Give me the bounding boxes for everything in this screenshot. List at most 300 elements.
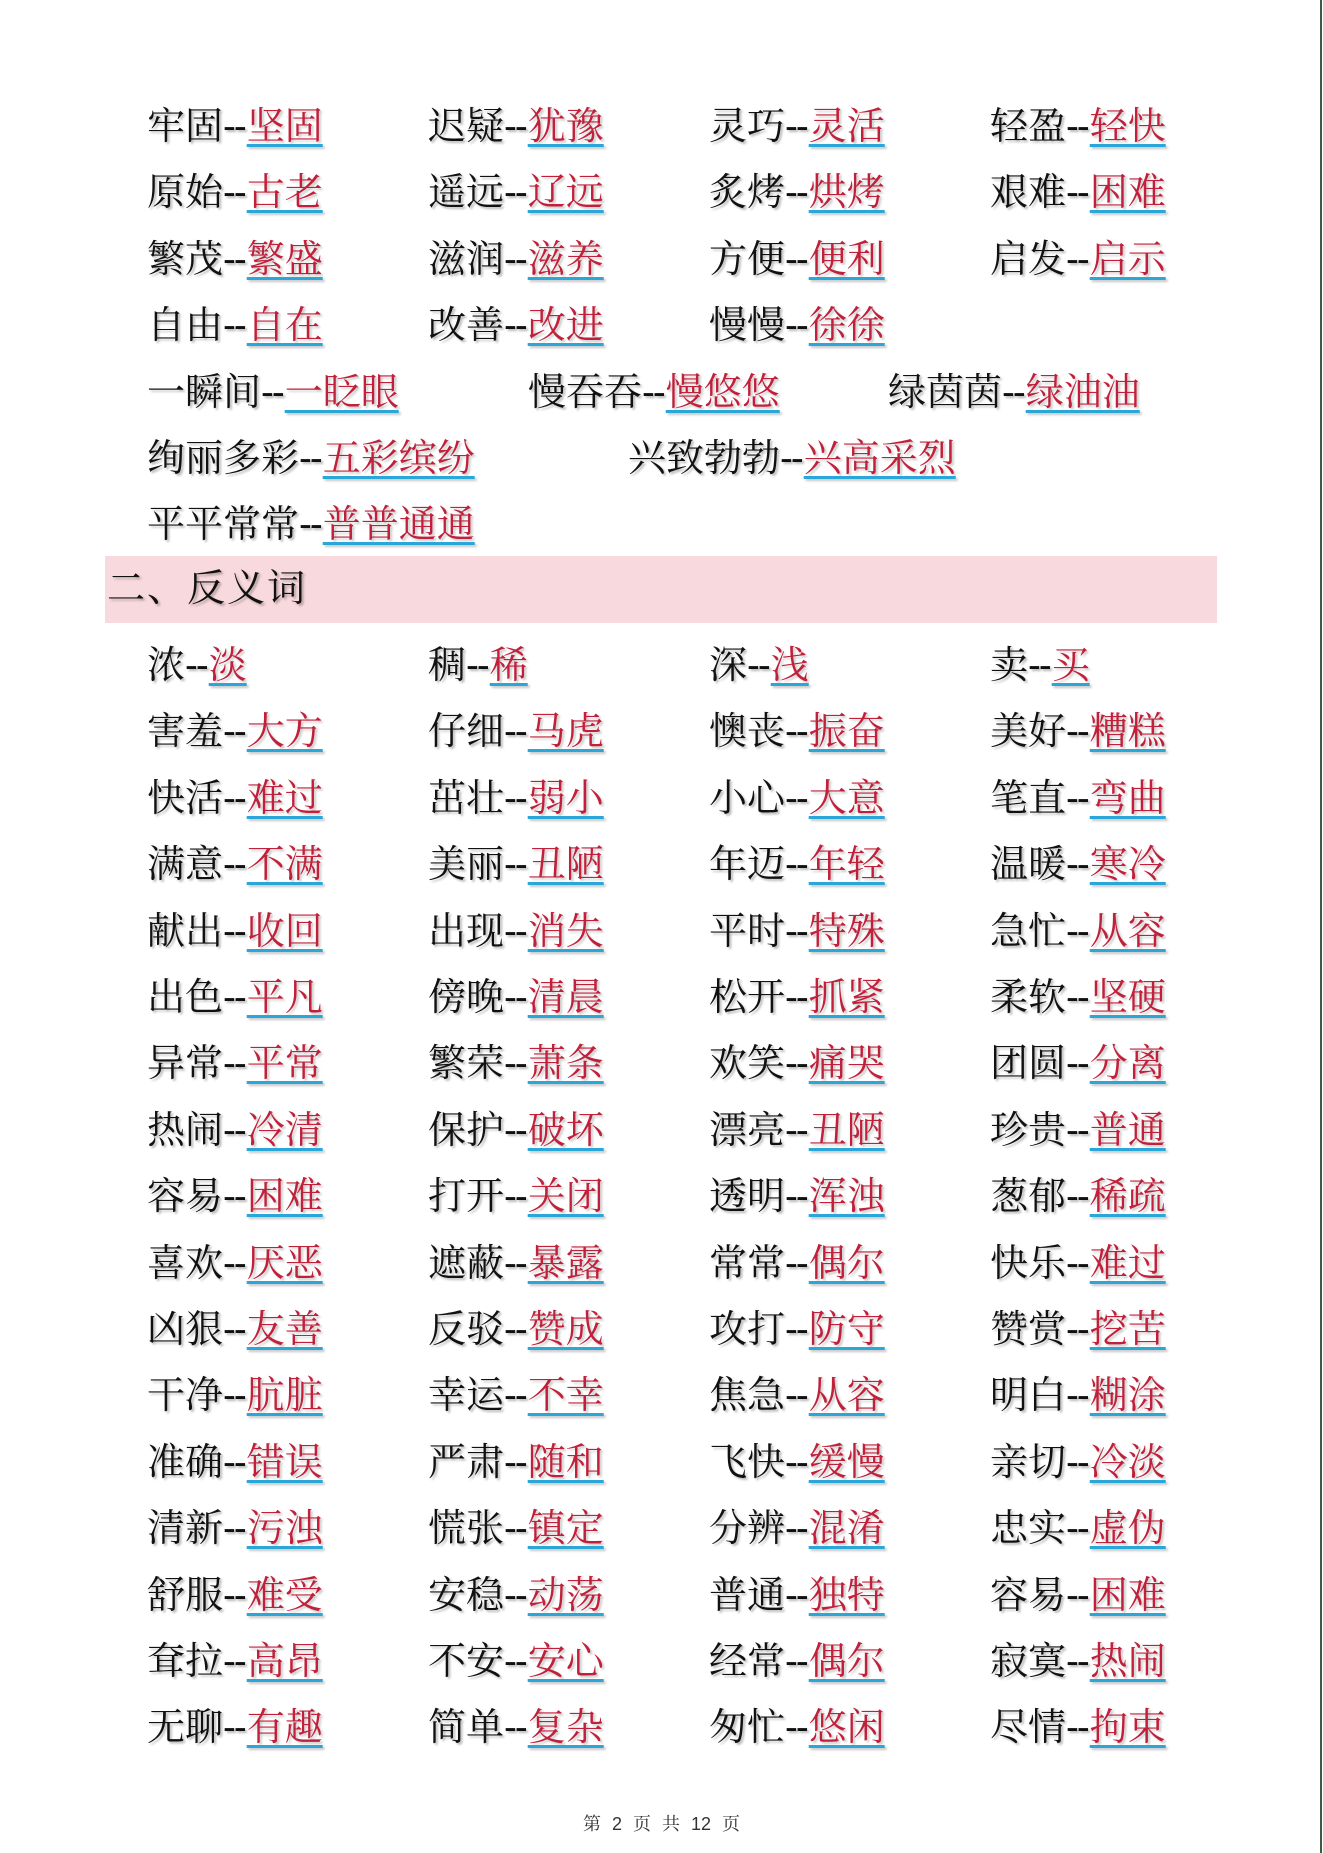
answer-word: 安心 (527, 1639, 604, 1683)
answer-word: 有趣 (246, 1705, 323, 1750)
word-pair (709, 1705, 885, 1749)
word-pair (428, 1506, 604, 1550)
word: 无聊 (147, 1705, 224, 1750)
answer-word: 赞成 (527, 1307, 604, 1351)
separator: -- (785, 104, 807, 148)
word-pair (147, 1705, 323, 1749)
separator: -- (223, 236, 245, 281)
word-pair (990, 237, 1166, 281)
word-pair (990, 1573, 1166, 1617)
word: 凶狠 (147, 1307, 224, 1351)
word: 常常 (709, 1240, 786, 1285)
word-pair (428, 1108, 604, 1152)
word: 急忙 (990, 908, 1067, 953)
word-pair (147, 237, 323, 281)
word: 普通 (709, 1572, 786, 1617)
pair-row (0, 1241, 1323, 1289)
answer-word: 慢悠悠 (665, 369, 780, 414)
word-pair (147, 1241, 323, 1285)
separator: -- (504, 1506, 526, 1551)
answer-word: 破坏 (527, 1107, 604, 1152)
word-pair (147, 1506, 323, 1550)
word: 舒服 (147, 1572, 224, 1617)
word: 炙烤 (709, 170, 786, 215)
answer-word: 弱小 (527, 775, 604, 820)
word: 分辨 (709, 1506, 786, 1551)
word-pair (428, 776, 604, 820)
answer-word: 自在 (246, 303, 323, 348)
separator: -- (504, 104, 526, 148)
separator: -- (504, 236, 526, 281)
answer-word: 虚伪 (1089, 1506, 1166, 1551)
answer-word: 徐徐 (808, 303, 885, 348)
word-pair (709, 709, 885, 753)
word-pair (147, 1373, 323, 1417)
word: 异常 (147, 1041, 224, 1086)
separator: -- (299, 502, 321, 547)
answer-word: 偶尔 (808, 1639, 885, 1683)
answer-word: 不满 (246, 842, 323, 887)
separator: -- (785, 1107, 807, 1152)
separator: -- (785, 709, 807, 754)
answer-word: 难过 (246, 775, 323, 820)
word-pair (147, 1041, 323, 1085)
answer-word: 烘烤 (808, 170, 885, 215)
answer-word: 淡 (208, 643, 247, 687)
separator: -- (504, 908, 526, 953)
word-pair (709, 1174, 885, 1218)
word-pair (147, 303, 323, 347)
answer-word: 丑陋 (808, 1107, 885, 1152)
separator: -- (223, 1572, 245, 1617)
word-pair (990, 170, 1166, 214)
word: 柔软 (990, 975, 1067, 1019)
separator: -- (299, 436, 321, 480)
separator: -- (785, 1705, 807, 1750)
answer-word: 启示 (1089, 236, 1166, 281)
word: 一瞬间 (147, 369, 262, 414)
word: 热闹 (147, 1107, 224, 1152)
separator: -- (504, 975, 526, 1019)
word: 害羞 (147, 709, 224, 754)
word: 忠实 (990, 1506, 1067, 1551)
word-pair (147, 1307, 323, 1351)
separator: -- (1066, 1705, 1088, 1750)
separator: -- (785, 1506, 807, 1551)
separator: -- (785, 775, 807, 820)
answer-word: 轻快 (1089, 104, 1166, 148)
pair-row (0, 1573, 1323, 1621)
section-heading-antonyms: 二、反义词 (107, 566, 308, 610)
separator: -- (785, 1439, 807, 1484)
answer-word: 改进 (527, 303, 604, 348)
word: 懊丧 (709, 709, 786, 754)
word: 遥远 (428, 170, 505, 215)
word: 松开 (709, 975, 786, 1019)
answer-word: 犹豫 (527, 104, 604, 148)
answer-word: 萧条 (527, 1041, 604, 1086)
word: 匆忙 (709, 1705, 786, 1750)
word: 反驳 (428, 1307, 505, 1351)
word-pair (709, 1440, 885, 1484)
word: 浓 (147, 643, 186, 687)
word-pair (990, 1373, 1166, 1417)
separator: -- (1066, 975, 1088, 1019)
answer-word: 一眨眼 (284, 369, 399, 414)
pair-row (0, 1041, 1323, 1089)
word-pair (709, 909, 885, 953)
word: 艰难 (990, 170, 1067, 215)
word-pair (888, 370, 1140, 414)
pair-row (0, 303, 1323, 351)
word-pair (709, 842, 885, 886)
word: 打开 (428, 1174, 505, 1219)
word-pair (990, 709, 1166, 753)
word-pair (709, 1108, 885, 1152)
word-pair (428, 1041, 604, 1085)
word: 轻盈 (990, 104, 1067, 148)
separator: -- (223, 709, 245, 754)
word: 幸运 (428, 1373, 505, 1418)
word-pair (428, 1440, 604, 1484)
separator: -- (504, 1307, 526, 1351)
word-pair (990, 1705, 1166, 1749)
word-pair (990, 842, 1166, 886)
separator: -- (1066, 1174, 1088, 1219)
word-pair (990, 975, 1166, 1019)
word: 焦急 (709, 1373, 786, 1418)
answer-word: 暴露 (527, 1240, 604, 1285)
answer-word: 镇定 (527, 1506, 604, 1551)
separator: -- (1002, 369, 1024, 414)
word-pair (428, 1705, 604, 1749)
answer-word: 友善 (246, 1307, 323, 1351)
separator: -- (504, 709, 526, 754)
word-pair (990, 776, 1166, 820)
answer-word: 稀疏 (1089, 1174, 1166, 1219)
word: 快活 (147, 775, 224, 820)
pair-row (0, 776, 1323, 824)
word: 快乐 (990, 1240, 1067, 1285)
word: 小心 (709, 775, 786, 820)
word: 不安 (428, 1639, 505, 1683)
separator: -- (1066, 1307, 1088, 1351)
answer-word: 难过 (1089, 1240, 1166, 1285)
word-pair (428, 1307, 604, 1351)
word: 严肃 (428, 1439, 505, 1484)
answer-word: 繁盛 (246, 236, 323, 281)
word: 出现 (428, 908, 505, 953)
pair-row (0, 436, 1323, 484)
word: 赞赏 (990, 1307, 1067, 1351)
word-pair (147, 1573, 323, 1617)
word-pair (428, 104, 604, 148)
page-footer: 第 2 页 共 12 页 (582, 1814, 741, 1834)
word: 尽情 (990, 1705, 1067, 1750)
answer-word: 从容 (808, 1373, 885, 1418)
word: 明白 (990, 1373, 1067, 1418)
answer-word: 动荡 (527, 1572, 604, 1617)
word-pair (147, 909, 323, 953)
answer-word: 五彩缤纷 (322, 436, 475, 480)
answer-word: 污浊 (246, 1506, 323, 1551)
separator: -- (785, 1240, 807, 1285)
separator: -- (223, 1639, 245, 1683)
answer-word: 高昂 (246, 1639, 323, 1683)
separator: -- (785, 1373, 807, 1418)
pair-row (0, 909, 1323, 957)
separator: -- (223, 1041, 245, 1086)
answer-word: 悠闲 (808, 1705, 885, 1750)
word: 干净 (147, 1373, 224, 1418)
answer-word: 普通 (1089, 1107, 1166, 1152)
word: 傍晚 (428, 975, 505, 1019)
word: 方便 (709, 236, 786, 281)
separator: -- (504, 1174, 526, 1219)
answer-word: 困难 (1089, 1572, 1166, 1617)
separator: -- (785, 1041, 807, 1086)
word-pair (428, 842, 604, 886)
separator: -- (223, 1307, 245, 1351)
separator: -- (504, 1639, 526, 1683)
separator: -- (223, 908, 245, 953)
separator: -- (1066, 1107, 1088, 1152)
separator: -- (785, 170, 807, 215)
separator: -- (504, 1107, 526, 1152)
word-pair (147, 436, 475, 480)
answer-word: 肮脏 (246, 1373, 323, 1418)
answer-word: 关闭 (527, 1174, 604, 1219)
word-pair (428, 170, 604, 214)
word: 珍贵 (990, 1107, 1067, 1152)
answer-word: 冷清 (246, 1107, 323, 1152)
word-pair (990, 1041, 1166, 1085)
word: 原始 (147, 170, 224, 215)
word: 容易 (990, 1572, 1067, 1617)
separator: -- (466, 643, 488, 687)
word: 葱郁 (990, 1174, 1067, 1219)
word: 迟疑 (428, 104, 505, 148)
answer-word: 寒冷 (1089, 842, 1166, 887)
word: 稠 (428, 643, 467, 687)
word: 年迈 (709, 842, 786, 887)
answer-word: 滋养 (527, 236, 604, 281)
answer-word: 错误 (246, 1439, 323, 1484)
separator: -- (1066, 775, 1088, 820)
separator: -- (223, 170, 245, 215)
pair-row (0, 502, 1323, 550)
answer-word: 防守 (808, 1307, 885, 1351)
word-pair (709, 975, 885, 1019)
answer-word: 丑陋 (527, 842, 604, 887)
separator: -- (261, 369, 283, 414)
word-pair (990, 1307, 1166, 1351)
word: 漂亮 (709, 1107, 786, 1152)
separator: -- (223, 775, 245, 820)
answer-word: 绿油油 (1025, 369, 1140, 414)
answer-word: 分离 (1089, 1041, 1166, 1086)
word-pair (147, 842, 323, 886)
word-pair (147, 1639, 323, 1683)
word-pair (428, 1573, 604, 1617)
word-pair (147, 502, 475, 546)
word-pair (709, 1506, 885, 1550)
word-pair (990, 1174, 1166, 1218)
word: 卖 (990, 643, 1029, 687)
word-pair (147, 1174, 323, 1218)
answer-word: 稀 (489, 643, 528, 687)
answer-word: 年轻 (808, 842, 885, 887)
pair-row (0, 975, 1323, 1023)
pair-row (0, 1307, 1323, 1355)
separator: -- (1028, 643, 1050, 687)
answer-word: 平常 (246, 1041, 323, 1086)
separator: -- (504, 1572, 526, 1617)
separator: -- (785, 236, 807, 281)
answer-word: 特殊 (808, 908, 885, 953)
word: 滋润 (428, 236, 505, 281)
answer-word: 坚硬 (1089, 975, 1166, 1019)
pair-row (0, 1506, 1323, 1554)
word-pair (709, 776, 885, 820)
separator: -- (1066, 1639, 1088, 1683)
word: 绚丽多彩 (147, 436, 300, 480)
word-pair (147, 1108, 323, 1152)
answer-word: 辽远 (527, 170, 604, 215)
word-pair (147, 643, 247, 687)
word-pair (428, 1373, 604, 1417)
word-pair (428, 303, 604, 347)
separator: -- (223, 1174, 245, 1219)
word: 笔直 (990, 775, 1067, 820)
separator: -- (223, 104, 245, 148)
word-pair (428, 909, 604, 953)
separator: -- (1066, 236, 1088, 281)
word-pair (990, 1506, 1166, 1550)
word-pair (147, 709, 323, 753)
answer-word: 拘束 (1089, 1705, 1166, 1750)
word-pair (147, 776, 323, 820)
word: 慌张 (428, 1506, 505, 1551)
separator: -- (785, 1572, 807, 1617)
answer-word: 随和 (527, 1439, 604, 1484)
word-pair (990, 643, 1090, 687)
word: 仔细 (428, 709, 505, 754)
word-pair (147, 104, 323, 148)
word-pair (709, 170, 885, 214)
word: 出色 (147, 975, 224, 1019)
answer-word: 平凡 (246, 975, 323, 1019)
word: 飞快 (709, 1439, 786, 1484)
separator: -- (223, 1439, 245, 1484)
pair-row (0, 1174, 1323, 1222)
separator: -- (785, 975, 807, 1019)
separator: -- (785, 842, 807, 887)
word: 满意 (147, 842, 224, 887)
word: 兴致勃勃 (628, 436, 781, 480)
separator: -- (504, 303, 526, 348)
word-pair (709, 237, 885, 281)
pair-row (0, 237, 1323, 285)
word: 耷拉 (147, 1639, 224, 1683)
separator: -- (223, 842, 245, 887)
separator: -- (223, 1240, 245, 1285)
word: 亲切 (990, 1439, 1067, 1484)
word: 喜欢 (147, 1240, 224, 1285)
separator: -- (223, 1705, 245, 1750)
word: 美丽 (428, 842, 505, 887)
pair-row (0, 709, 1323, 757)
separator: -- (1066, 709, 1088, 754)
pair-row (0, 170, 1323, 218)
answer-word: 热闹 (1089, 1639, 1166, 1683)
separator: -- (223, 975, 245, 1019)
answer-word: 抓紧 (808, 975, 885, 1019)
word-pair (147, 975, 323, 1019)
word: 灵巧 (709, 104, 786, 148)
separator: -- (504, 170, 526, 215)
separator: -- (504, 842, 526, 887)
word: 安稳 (428, 1572, 505, 1617)
separator: -- (1066, 170, 1088, 215)
word: 平时 (709, 908, 786, 953)
word: 容易 (147, 1174, 224, 1219)
word-pair (147, 370, 399, 414)
word: 献出 (147, 908, 224, 953)
word: 慢慢 (709, 303, 786, 348)
word-pair (709, 104, 885, 148)
word: 美好 (990, 709, 1067, 754)
word: 简单 (428, 1705, 505, 1750)
separator: -- (1066, 1506, 1088, 1551)
word-pair (528, 370, 780, 414)
answer-word: 困难 (246, 1174, 323, 1219)
separator: -- (223, 1373, 245, 1418)
answer-word: 弯曲 (1089, 775, 1166, 820)
word-pair (709, 1573, 885, 1617)
answer-word: 困难 (1089, 170, 1166, 215)
answer-word: 清晨 (527, 975, 604, 1019)
pair-row (0, 370, 1323, 418)
separator: -- (223, 1107, 245, 1152)
word-pair (147, 170, 323, 214)
word: 清新 (147, 1506, 224, 1551)
word: 改善 (428, 303, 505, 348)
word-pair (709, 643, 809, 687)
pair-row (0, 1705, 1323, 1753)
answer-word: 马虎 (527, 709, 604, 754)
word-pair (428, 237, 604, 281)
separator: -- (785, 1174, 807, 1219)
separator: -- (223, 303, 245, 348)
word-pair (428, 709, 604, 753)
answer-word: 振奋 (808, 709, 885, 754)
separator: -- (504, 1373, 526, 1418)
word-pair (709, 1639, 885, 1683)
pair-row (0, 1639, 1323, 1687)
word-pair (428, 975, 604, 1019)
answer-word: 复杂 (527, 1705, 604, 1750)
word: 经常 (709, 1639, 786, 1683)
word: 准确 (147, 1439, 224, 1484)
word: 繁茂 (147, 236, 224, 281)
word: 平平常常 (147, 502, 300, 547)
separator: -- (780, 436, 802, 480)
word: 温暖 (990, 842, 1067, 887)
separator: -- (1066, 1439, 1088, 1484)
word: 攻打 (709, 1307, 786, 1351)
word: 茁壮 (428, 775, 505, 820)
